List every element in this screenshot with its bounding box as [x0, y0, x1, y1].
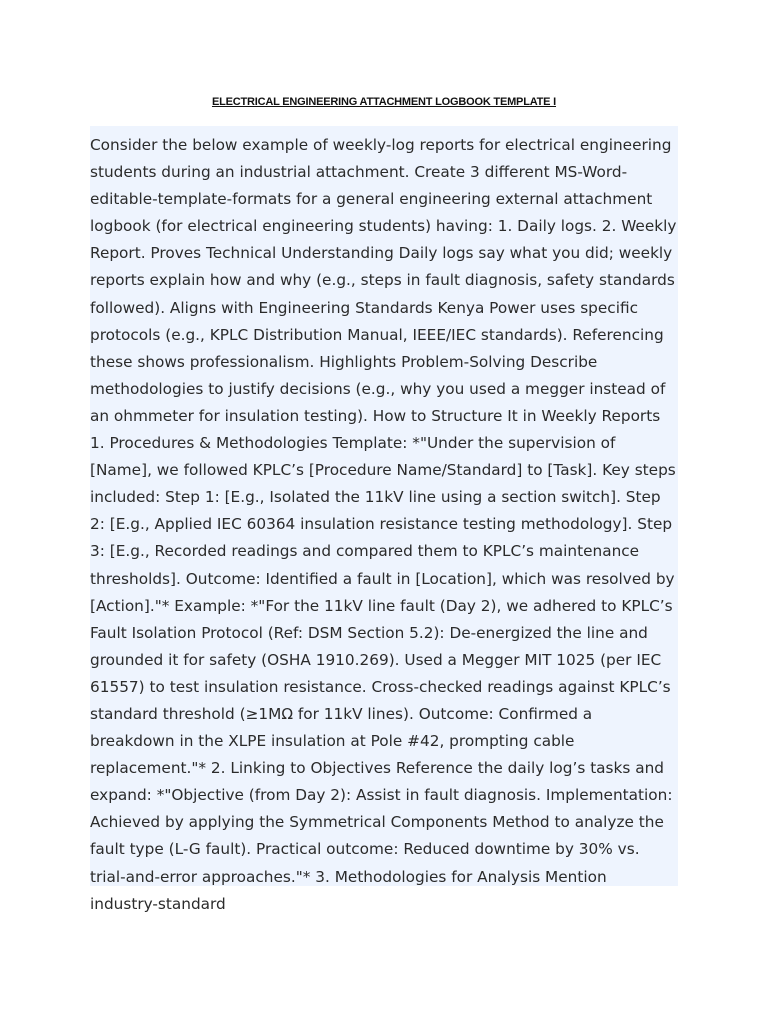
highlighted-body-block — [90, 126, 678, 913]
body-paragraph: Consider the below example of weekly-log reports for electrical engineering students during an industrial attachment. Create 3 different MS-Word-editable-template-formats for a general engineering external attachment logbook (for electrical engineering students) having: 1. Daily logs. 2. Weekly Report. Proves Technical Understanding Daily logs say what you did; weekly reports explain how and why (e.g., steps in fault diagnosis, safety standards followed). Aligns with Engineering Standards Kenya Power uses specific protocols (e.g., KPLC Distribution Manual, IEEE/IEC standards). Referencing these shows professionalism. Highlights Problem-Solving Describe methodologies to justify decisions (e.g., why you used a megger instead of an ohmmeter for insulation testing). How to Structure It in Weekly Reports 1. Procedures & Methodologies Template: *"Under the supervision of [Name], we followed KPLC’s [Procedure Name/Standard] to [Task]. Key steps included: Step 1: [E.g., Isolated the 11kV line using a section switch]. Step 2: [E.g., Applied IEC 60364 insulation resistance testing methodology]. Step 3: [E.g., Recorded readings and compared them to KPLC’s maintenance thresholds]. Outcome: Identified a fault in [Location], which was resolved by [Action]."* Example: *"For the 11kV line fault (Day 2), we adhered to KPLC’s Fault Isolation Protocol (Ref: DSM Section 5.2): De-energized the line and grounded it for safety (OSHA 1910.269). Used a Megger MIT 1025 (per IEC 61557) to test insulation resistance. Cross-checked readings against KPLC’s standard threshold (≥1MΩ for 11kV lines). Outcome: Confirmed a breakdown in the XLPE insulation at Pole #42, prompting cable replacement."* 2. Linking to Objectives Reference the daily log’s tasks and expand: *"Objective (from Day 2): Assist in fault diagnosis. Implementation: Achieved by applying the Symmetrical Components Method to analyze the fault type (L-G fault). Practical outcome: Reduced downtime by 30% vs. trial-and-error approaches."* 3. Methodologies for Analysis Mention industry-standard — [90, 136, 677, 913]
document-title: ELECTRICAL ENGINEERING ATTACHMENT LOGBOOK TEMPLATE I — [211, 96, 557, 108]
